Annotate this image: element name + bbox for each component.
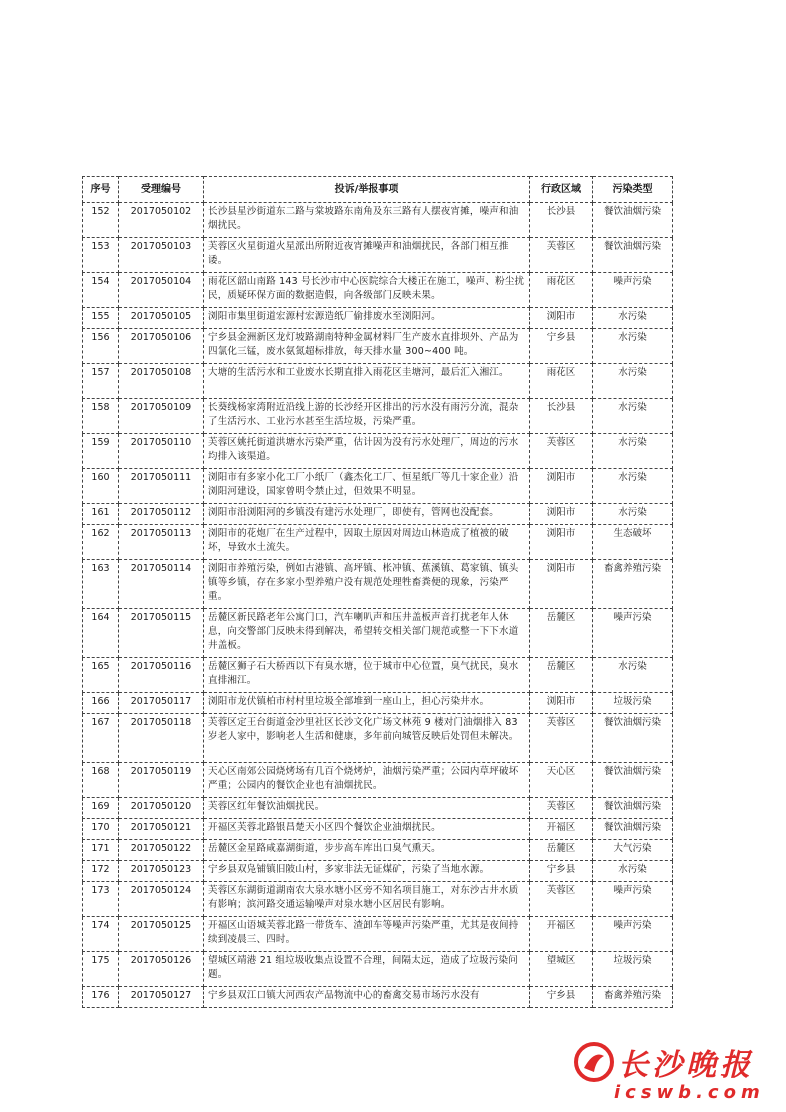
row-region: 开福区	[530, 819, 593, 840]
table-row	[83, 658, 673, 693]
row-number: 153	[83, 238, 119, 273]
row-case-id: 2017050113	[119, 525, 204, 560]
row-number: 154	[83, 273, 119, 308]
row-region: 开福区	[530, 917, 593, 952]
row-number: 166	[83, 693, 119, 714]
row-region: 芙蓉区	[530, 882, 593, 917]
row-description: 浏阳市集里街道宏源村宏源造纸厂偷排废水至浏阳河。	[204, 308, 530, 329]
header-desc: 投诉/举报事项	[204, 177, 530, 203]
row-pollution-type: 餐饮油烟污染	[593, 819, 673, 840]
row-number: 160	[83, 469, 119, 504]
row-description: 宁乡县双凫铺镇旧陂山村，多家非法无证煤矿，污染了当地水源。	[204, 861, 530, 882]
row-description: 天心区南郊公园烧烤场有几百个烧烤炉，油烟污染严重；公园内草坪破坏严重；公园内的餐饮企业也有油烟扰民。	[204, 763, 530, 798]
table-row	[83, 917, 673, 952]
table-row	[83, 238, 673, 273]
table-row	[83, 693, 673, 714]
row-pollution-type: 水污染	[593, 434, 673, 469]
table-body	[83, 203, 673, 1008]
row-number: 174	[83, 917, 119, 952]
row-region: 芙蓉区	[530, 238, 593, 273]
row-description: 芙蓉区火星街道火星派出所附近夜宵摊噪声和油烟扰民，各部门相互推诿。	[204, 238, 530, 273]
row-number: 156	[83, 329, 119, 364]
table-row	[83, 861, 673, 882]
row-pollution-type: 餐饮油烟污染	[593, 763, 673, 798]
row-region: 浏阳市	[530, 308, 593, 329]
table-header-row	[83, 177, 673, 203]
table-row	[83, 399, 673, 434]
row-region: 雨花区	[530, 273, 593, 308]
row-case-id: 2017050118	[119, 714, 204, 763]
row-case-id: 2017050109	[119, 399, 204, 434]
row-description: 岳麓区金星路咸嘉湖街道，步步高车库出口臭气熏天。	[204, 840, 530, 861]
row-pollution-type: 垃圾污染	[593, 952, 673, 987]
row-case-id: 2017050105	[119, 308, 204, 329]
row-number: 172	[83, 861, 119, 882]
row-pollution-type: 餐饮油烟污染	[593, 714, 673, 763]
row-number: 158	[83, 399, 119, 434]
table-row	[83, 434, 673, 469]
row-number: 164	[83, 609, 119, 658]
row-case-id: 2017050106	[119, 329, 204, 364]
row-number: 175	[83, 952, 119, 987]
row-region: 浏阳市	[530, 504, 593, 525]
row-region: 雨花区	[530, 364, 593, 399]
row-case-id: 2017050117	[119, 693, 204, 714]
row-pollution-type: 噪声污染	[593, 882, 673, 917]
row-region: 宁乡县	[530, 861, 593, 882]
row-region: 浏阳市	[530, 525, 593, 560]
row-description: 望城区靖港 21 组垃圾收集点设置不合理，间隔太远，造成了垃圾污染问题。	[204, 952, 530, 987]
row-case-id: 2017050124	[119, 882, 204, 917]
row-case-id: 2017050121	[119, 819, 204, 840]
row-case-id: 2017050112	[119, 504, 204, 525]
row-description: 长葵线杨家湾附近沿线上游的长沙经开区排出的污水没有雨污分流，混杂了生活污水、工业污水甚至生活垃圾，污染严重。	[204, 399, 530, 434]
row-number: 167	[83, 714, 119, 763]
row-region: 浏阳市	[530, 693, 593, 714]
brand-name: 长沙晚报	[618, 1048, 754, 1083]
row-pollution-type: 噪声污染	[593, 273, 673, 308]
table-row	[83, 987, 673, 1008]
row-number: 171	[83, 840, 119, 861]
row-case-id: 2017050123	[119, 861, 204, 882]
row-pollution-type: 水污染	[593, 399, 673, 434]
row-description: 芙蓉区定王台街道金沙里社区长沙文化广场文林苑 9 楼对门油烟排入 83 岁老人家中，影响老人生活和健康，多年前向城管反映后处罚但未解决。	[204, 714, 530, 763]
row-number: 161	[83, 504, 119, 525]
table-row	[83, 840, 673, 861]
header-no: 序号	[83, 177, 119, 203]
table-row	[83, 329, 673, 364]
row-description: 大塘的生活污水和工业废水长期直排入雨花区圭塘河，最后汇入湘江。	[204, 364, 530, 399]
row-region: 岳麓区	[530, 658, 593, 693]
row-pollution-type: 餐饮油烟污染	[593, 238, 673, 273]
row-region: 芙蓉区	[530, 798, 593, 819]
row-number: 173	[83, 882, 119, 917]
row-pollution-type: 噪声污染	[593, 609, 673, 658]
row-number: 165	[83, 658, 119, 693]
row-region: 岳麓区	[530, 840, 593, 861]
row-number: 152	[83, 203, 119, 238]
table-row	[83, 952, 673, 987]
row-region: 望城区	[530, 952, 593, 987]
row-description: 长沙县星沙街道东二路与棠坡路东南角及东三路有人摆夜宵摊，噪声和油烟扰民。	[204, 203, 530, 238]
table-row	[83, 819, 673, 840]
row-region: 浏阳市	[530, 469, 593, 504]
row-region: 芙蓉区	[530, 434, 593, 469]
row-case-id: 2017050125	[119, 917, 204, 952]
row-pollution-type: 水污染	[593, 504, 673, 525]
brand-logo-icon	[574, 1042, 614, 1082]
row-pollution-type: 畜禽养殖污染	[593, 987, 673, 1008]
row-number: 169	[83, 798, 119, 819]
row-number: 163	[83, 560, 119, 609]
row-region: 芙蓉区	[530, 714, 593, 763]
row-description: 宁乡县金洲新区龙灯坡路湖南特种金属材料厂生产废水直排坝外、产品为四氯化三锰，废水氨氮超标排放，每天排水量 300~400 吨。	[204, 329, 530, 364]
table-row	[83, 469, 673, 504]
table-row	[83, 882, 673, 917]
row-case-id: 2017050127	[119, 987, 204, 1008]
table-row	[83, 203, 673, 238]
row-description: 芙蓉区红年餐饮油烟扰民。	[204, 798, 530, 819]
row-pollution-type: 餐饮油烟污染	[593, 798, 673, 819]
row-description: 浏阳市养殖污染，例如古港镇、高坪镇、枨冲镇、蕉溪镇、葛家镇、镇头镇等乡镇，存在多家小型养殖户没有规范处理牲畜粪便的现象，污染严重。	[204, 560, 530, 609]
row-description: 岳麓区新民路老年公寓门口，汽车喇叭声和压井盖板声音打扰老年人休息，向交警部门反映未得到解决，希望转交相关部门规范或整一下下水道井盖板。	[204, 609, 530, 658]
row-number: 176	[83, 987, 119, 1008]
row-pollution-type: 水污染	[593, 308, 673, 329]
row-region: 宁乡县	[530, 987, 593, 1008]
row-pollution-type: 生态破坏	[593, 525, 673, 560]
row-description: 岳麓区狮子石大桥西以下有臭水塘，位于城市中心位置，臭气扰民，臭水直排湘江。	[204, 658, 530, 693]
row-case-id: 2017050108	[119, 364, 204, 399]
row-description: 浏阳市有多家小化工厂小纸厂（鑫杰化工厂、恒星纸厂等几十家企业）沿浏阳河建设，国家曾明令禁止过，但效果不明显。	[204, 469, 530, 504]
row-case-id: 2017050114	[119, 560, 204, 609]
complaint-table	[82, 176, 673, 1008]
table-row	[83, 273, 673, 308]
row-description: 雨花区韶山南路 143 号长沙市中心医院综合大楼正在施工，噪声、粉尘扰民，质疑环保方面的数据造假，向各级部门反映未果。	[204, 273, 530, 308]
row-case-id: 2017050119	[119, 763, 204, 798]
table-row	[83, 798, 673, 819]
header-type: 污染类型	[593, 177, 673, 203]
row-region: 宁乡县	[530, 329, 593, 364]
table-row	[83, 763, 673, 798]
row-pollution-type: 垃圾污染	[593, 693, 673, 714]
row-number: 162	[83, 525, 119, 560]
header-id: 受理编号	[119, 177, 204, 203]
row-pollution-type: 水污染	[593, 364, 673, 399]
table-row	[83, 714, 673, 763]
row-region: 天心区	[530, 763, 593, 798]
row-pollution-type: 噪声污染	[593, 917, 673, 952]
row-description: 开福区芙蓉北路银昌楚天小区四个餐饮企业油烟扰民。	[204, 819, 530, 840]
row-region: 长沙县	[530, 203, 593, 238]
table-row	[83, 308, 673, 329]
row-case-id: 2017050126	[119, 952, 204, 987]
row-region: 浏阳市	[530, 560, 593, 609]
row-region: 岳麓区	[530, 609, 593, 658]
row-description: 浏阳市的花炮厂在生产过程中，因取土原因对周边山林造成了植被的破坏，导致水土流失。	[204, 525, 530, 560]
row-pollution-type: 餐饮油烟污染	[593, 203, 673, 238]
row-pollution-type: 水污染	[593, 658, 673, 693]
row-number: 159	[83, 434, 119, 469]
row-description: 浏阳市龙伏镇柏市村村里垃圾全部堆到一座山上，担心污染井水。	[204, 693, 530, 714]
table-row	[83, 560, 673, 609]
table-row	[83, 364, 673, 399]
row-case-id: 2017050104	[119, 273, 204, 308]
row-pollution-type: 大气污染	[593, 840, 673, 861]
row-number: 157	[83, 364, 119, 399]
row-pollution-type: 水污染	[593, 861, 673, 882]
row-region: 长沙县	[530, 399, 593, 434]
row-number: 155	[83, 308, 119, 329]
row-description: 宁乡县双江口镇大河西农产品物流中心的畜禽交易市场污水没有	[204, 987, 530, 1008]
header-region: 行政区域	[530, 177, 593, 203]
row-number: 170	[83, 819, 119, 840]
row-pollution-type: 水污染	[593, 329, 673, 364]
row-pollution-type: 畜禽养殖污染	[593, 560, 673, 609]
brand-url: icswb.com	[614, 1082, 765, 1103]
row-case-id: 2017050122	[119, 840, 204, 861]
row-case-id: 2017050120	[119, 798, 204, 819]
row-description: 芙蓉区东湖街道湖南农大泉水塘小区旁不知名项目施工，对东沙古井水质有影响；滨河路交通运输噪声对泉水塘小区居民有影响。	[204, 882, 530, 917]
row-description: 浏阳市沿浏阳河的乡镇没有建污水处理厂，即使有，管网也没配套。	[204, 504, 530, 525]
row-case-id: 2017050111	[119, 469, 204, 504]
row-number: 168	[83, 763, 119, 798]
row-case-id: 2017050103	[119, 238, 204, 273]
row-case-id: 2017050116	[119, 658, 204, 693]
table-row	[83, 504, 673, 525]
row-case-id: 2017050102	[119, 203, 204, 238]
row-case-id: 2017050110	[119, 434, 204, 469]
row-pollution-type: 水污染	[593, 469, 673, 504]
row-case-id: 2017050115	[119, 609, 204, 658]
table-row	[83, 525, 673, 560]
table-row	[83, 609, 673, 658]
row-description: 芙蓉区姚托街道洪塘水污染严重，估计因为没有污水处理厂，周边的污水均排入该渠道。	[204, 434, 530, 469]
row-description: 开福区山语城芙蓉北路一带货车、渣卸车等噪声污染严重，尤其是夜间持续到凌晨三、四时。	[204, 917, 530, 952]
newspaper-watermark	[574, 1040, 778, 1106]
